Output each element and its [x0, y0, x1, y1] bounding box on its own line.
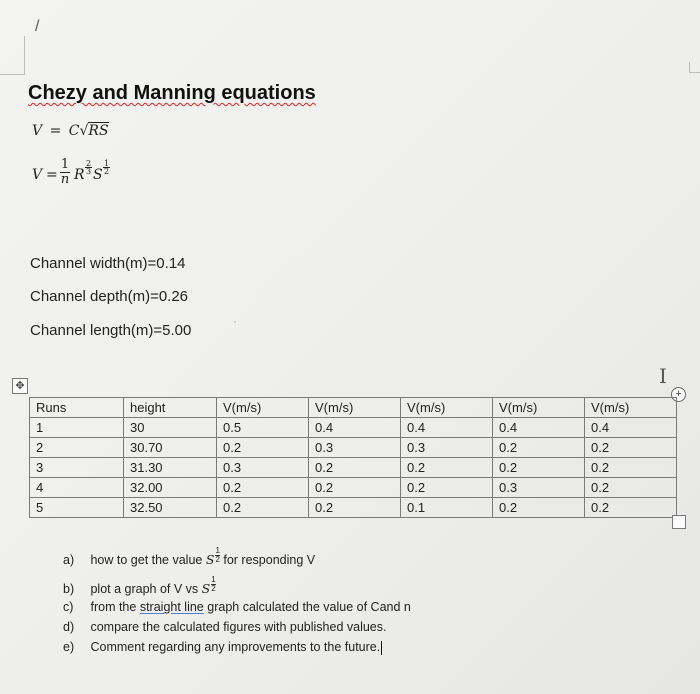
table-cell: 0.2 — [217, 438, 309, 458]
symbol-s: S — [201, 581, 211, 596]
question-text: Comment regarding any improvements to the future. — [90, 640, 381, 654]
symbol-s: S — [205, 552, 215, 567]
table-cell: 2 — [30, 438, 124, 458]
manning-equation — [32, 158, 152, 190]
question-b — [63, 575, 216, 596]
exp-den: 3 — [85, 167, 92, 176]
table-cell: 3 — [30, 458, 124, 478]
channel-width-text: Channel width(m)=0.14 — [30, 255, 186, 272]
table-cell: 0.1 — [401, 498, 493, 518]
runs-table — [29, 397, 677, 518]
header-cell: V(m/s) — [493, 398, 585, 418]
list-label: b) — [63, 582, 75, 596]
table-cell: 0.2 — [585, 438, 677, 458]
exp-den: 2 — [215, 555, 220, 565]
eq-symbol-v: V — [32, 167, 43, 183]
eq-symbol-s: S — [93, 167, 103, 183]
table-cell: 30.70 — [124, 438, 217, 458]
table-cell: 0.2 — [309, 458, 401, 478]
question-a — [63, 546, 316, 567]
exp-num: 1 — [215, 546, 220, 556]
eq-radicand: RS — [88, 123, 109, 139]
question-d — [63, 620, 387, 634]
stray-mark: ' — [234, 320, 236, 331]
table-cell: 32.00 — [124, 478, 217, 498]
table-cell: 0.3 — [493, 478, 585, 498]
table-cell: 0.2 — [585, 478, 677, 498]
table-row — [30, 458, 677, 478]
table-cell: 4 — [30, 478, 124, 498]
table-cell: 0.2 — [309, 498, 401, 518]
question-text: graph calculated the value of Cand n — [207, 600, 411, 614]
exp-num: 1 — [103, 159, 110, 168]
table-row — [30, 498, 677, 518]
table-cell: 0.4 — [309, 418, 401, 438]
header-cell: V(m/s) — [585, 398, 677, 418]
table-cell: 0.5 — [217, 418, 309, 438]
table-cell: 1 — [30, 418, 124, 438]
table-cell: 31.30 — [124, 458, 217, 478]
table-cell: 0.2 — [217, 478, 309, 498]
exp-den: 2 — [103, 167, 110, 176]
table-cell: 0.2 — [493, 438, 585, 458]
eq-symbol-v: V — [32, 123, 43, 139]
document-title — [28, 82, 316, 105]
question-e — [63, 640, 382, 655]
table-cell: 0.4 — [585, 418, 677, 438]
table-cell: 0.2 — [401, 458, 493, 478]
sqrt-icon: √ — [79, 123, 89, 139]
exponent-fraction — [211, 576, 215, 593]
table-move-handle-icon[interactable]: ✥ — [12, 378, 28, 394]
eq-symbol-r: R — [74, 167, 85, 183]
header-cell: V(m/s) — [401, 398, 493, 418]
table-cell: 0.4 — [493, 418, 585, 438]
question-text: how to get the value — [90, 553, 203, 567]
table-row — [30, 478, 677, 498]
list-label: c) — [63, 600, 74, 614]
table-cell: 0.4 — [401, 418, 493, 438]
header-cell: V(m/s) — [217, 398, 309, 418]
text-caret — [381, 641, 382, 655]
question-text: plot a graph of V vs — [90, 582, 199, 596]
header-cell: Runs — [30, 398, 124, 418]
page-margin-corner-right — [689, 62, 700, 73]
eq-exponent-s — [103, 160, 110, 175]
add-column-icon[interactable]: + — [671, 387, 686, 402]
table-cell: 0.2 — [309, 478, 401, 498]
exp-num: 1 — [211, 575, 216, 585]
channel-depth-text: Channel depth(m)=0.26 — [30, 288, 189, 305]
exp-den: 2 — [211, 584, 216, 594]
table-header-row — [30, 398, 677, 418]
table-cell: 0.3 — [217, 458, 309, 478]
question-text: compare the calculated figures with published values. — [90, 620, 387, 634]
eq-denominator: n — [60, 172, 70, 187]
table-cell: 30 — [124, 418, 217, 438]
eq-exponent-r — [85, 160, 92, 175]
header-cell: height — [124, 398, 217, 418]
question-text: from the — [90, 600, 137, 614]
exponent-fraction — [215, 547, 219, 564]
table-cell: 0.3 — [401, 438, 493, 458]
header-cell: V(m/s) — [309, 398, 401, 418]
list-label: d) — [63, 620, 75, 634]
table-cell: 0.2 — [217, 498, 309, 518]
spellcheck-word: Chezy and Manning equations — [28, 82, 316, 104]
page-margin-corner-left — [0, 36, 25, 75]
table-cell: 0.2 — [585, 498, 677, 518]
chezy-equation — [32, 123, 109, 139]
eq-numerator: 1 — [60, 157, 70, 172]
question-c — [63, 600, 411, 614]
eq-symbol-c: C — [68, 123, 80, 139]
exp-num: 2 — [85, 159, 92, 168]
table-cell: 0.2 — [401, 478, 493, 498]
table-row — [30, 418, 677, 438]
eq-sign: = — [49, 123, 62, 139]
table-cell: 0.2 — [493, 458, 585, 478]
table-cell: 0.2 — [493, 498, 585, 518]
list-label: e) — [63, 640, 75, 654]
text-cursor-icon: I — [659, 364, 667, 388]
eq-fraction — [60, 158, 70, 187]
eq-sign: = — [46, 167, 58, 183]
grammar-flag-text: straight line — [139, 600, 204, 614]
stray-mark: / — [35, 18, 40, 35]
question-text: for responding V — [223, 553, 316, 567]
table-cell: 0.2 — [585, 458, 677, 478]
channel-length-text: Channel length(m)=5.00 — [30, 322, 192, 339]
list-label: a) — [63, 553, 75, 567]
table-row — [30, 438, 677, 458]
table-cell: 5 — [30, 498, 124, 518]
table-resize-handle[interactable] — [672, 515, 686, 529]
table-cell: 0.3 — [309, 438, 401, 458]
table-cell: 32.50 — [124, 498, 217, 518]
